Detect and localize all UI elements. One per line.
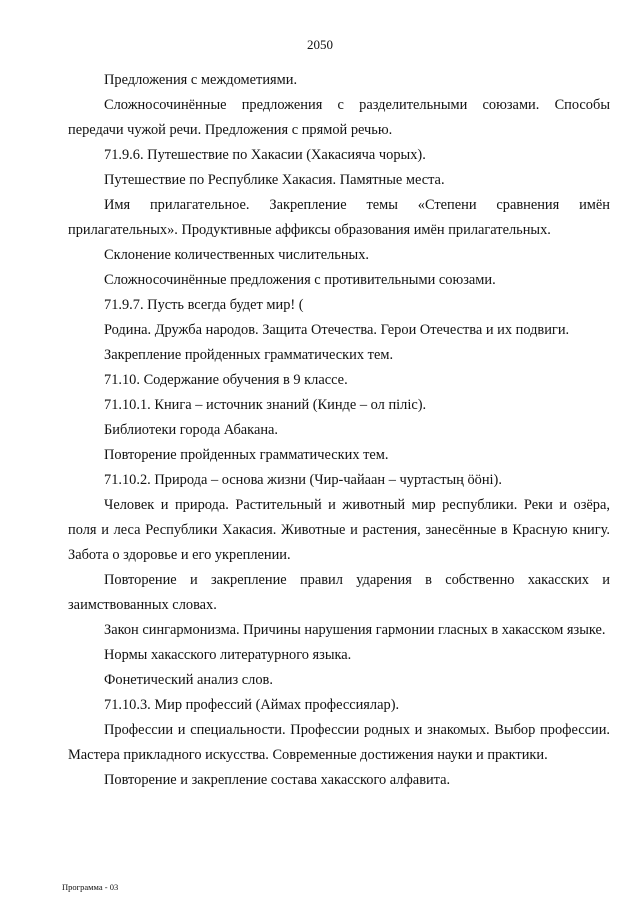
paragraph: Предложения с междометиями. <box>104 72 298 88</box>
paragraph: Имя прилагательное. Закрепление темы «Степени сравнения имён прилагательных». Продуктивные аффиксы образования имён прилагательных. <box>68 197 610 238</box>
paragraph: Профессии и специальности. Профессии родных и знакомых. Выбор профессии. Мастера прикладного искусства. Современные достижения науки и практики. <box>68 722 610 763</box>
paragraph: Библиотеки города Абакана. <box>104 422 279 438</box>
paragraph: Родина. Дружба народов. Защита Отечества. Герои Отечества и их подвиги. <box>104 322 570 338</box>
page-number: 2050 <box>307 37 333 52</box>
section-heading: 71.10.2. Природа – основа жизни (Чир-чайаан – чуртастың ööнi). <box>104 472 502 488</box>
section-heading: 71.10. Содержание обучения в 9 классе. <box>104 372 348 388</box>
paragraph: Повторение пройденных грамматических тем. <box>104 447 389 463</box>
paragraph: Склонение количественных числительных. <box>104 247 370 263</box>
paragraph: Нормы хакасского литературного языка. <box>104 647 352 663</box>
paragraph: Сложносочинённые предложения с противительными союзами. <box>104 272 496 288</box>
paragraph: Повторение и закрепление правил ударения в собственно хакасских и заимствованных словах. <box>68 572 610 613</box>
paragraph: Закрепление пройденных грамматических тем. <box>104 347 394 363</box>
paragraph: Сложносочинённые предложения с разделительными союзами. Способы передачи чужой речи. Предложения с прямой речью. <box>68 97 610 138</box>
document-body <box>68 68 610 793</box>
paragraph: Путешествие по Республике Хакасия. Памятные места. <box>104 172 445 188</box>
section-heading: 71.10.1. Книга – источник знаний (Кинде – ол пiлiс). <box>104 397 427 413</box>
paragraph: Повторение и закрепление состава хакасского алфавита. <box>104 772 451 788</box>
section-heading: 71.10.3. Мир профессий (Аймах профессиялар). <box>104 697 400 713</box>
paragraph: Закон сингармонизма. Причины нарушения гармонии гласных в хакасском языке. <box>104 622 606 638</box>
footer-label: Программа - 03 <box>62 882 119 892</box>
section-heading: 71.9.6. Путешествие по Хакасии (Хакасияча чорых). <box>104 147 426 163</box>
paragraph: Человек и природа. Растительный и животный мир республики. Реки и озёра, поля и леса Республики Хакасия. Животные и растения, занесённые в Красную книгу. Забота о здоровье и его укреплении. <box>68 497 610 563</box>
section-heading: 71.9.7. Пусть всегда будет мир! ( <box>104 297 304 313</box>
paragraph: Фонетический анализ слов. <box>104 672 273 688</box>
